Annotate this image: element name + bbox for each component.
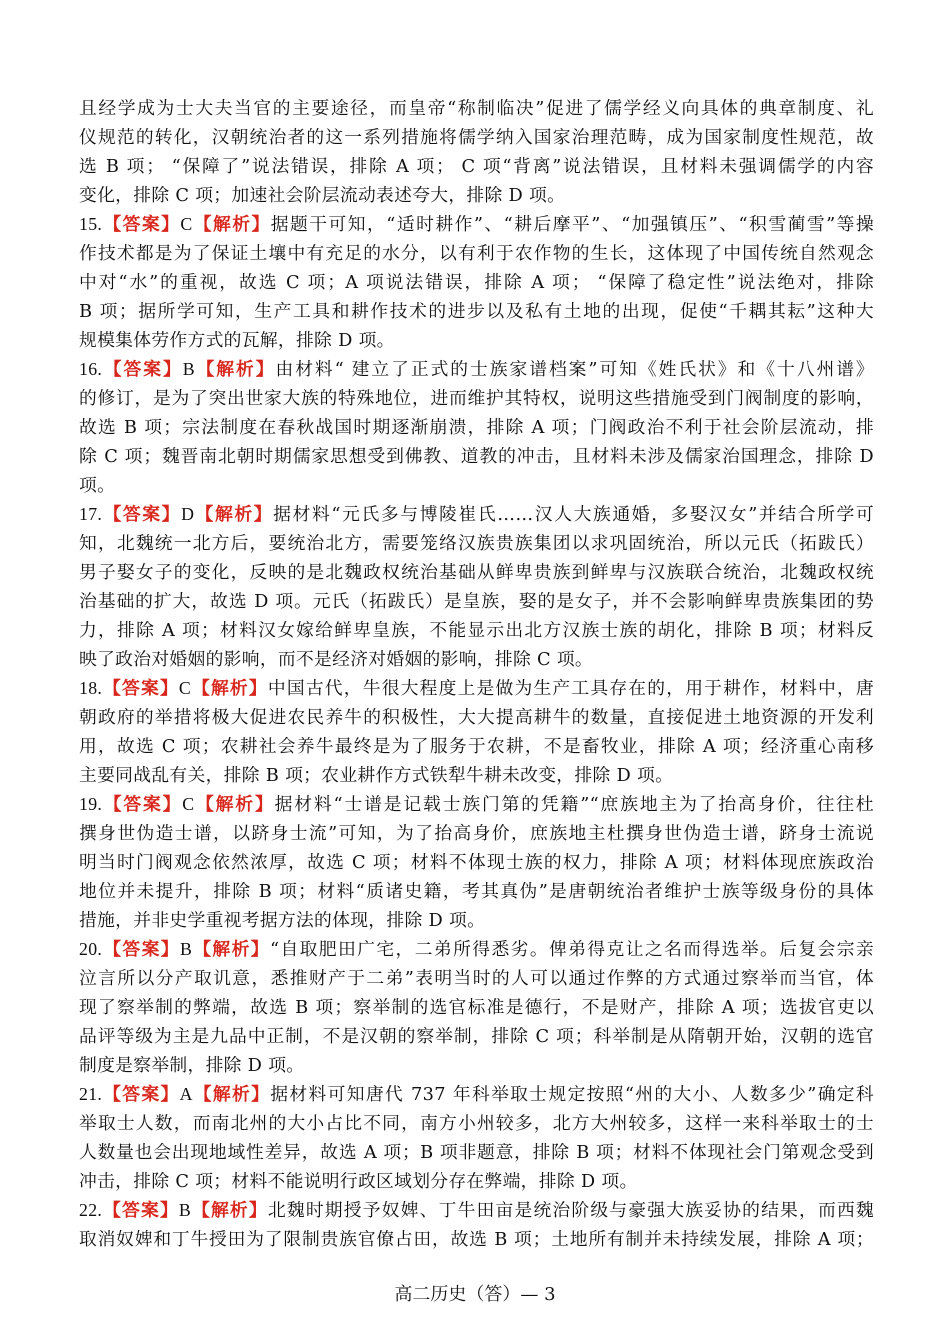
text-line: 除 C 项；魏晋南北朝时期儒家思想受到佛教、道教的冲击，且材料未涉及儒家治国理念，排除 D bbox=[79, 446, 874, 467]
analysis-label: 【解析】 bbox=[192, 939, 270, 960]
text-line: 主要同战乱有关，排除 B 项；农业耕作方式铁犁牛耕未改变，排除 D 项。 bbox=[79, 765, 674, 786]
question-number: 15. bbox=[79, 214, 103, 234]
question-number: 16. bbox=[79, 359, 103, 379]
intro-paragraph bbox=[79, 94, 874, 210]
answer-label: 【答案】 bbox=[102, 794, 183, 815]
answer-first-line bbox=[79, 935, 874, 964]
answer-item-21 bbox=[79, 1080, 874, 1196]
answer-option: B bbox=[179, 939, 193, 959]
page-footer: 高二历史（答）— 3 bbox=[394, 1284, 556, 1305]
answer-item-19 bbox=[79, 790, 874, 935]
analysis-label: 【解析】 bbox=[194, 794, 275, 815]
question-number: 18. bbox=[79, 678, 103, 698]
answer-option: D bbox=[181, 504, 195, 524]
text-line: 现了察举制的弊端，故选 B 项；察举制的选官标准是德行，不是财产，排除 A 项；选拔官吏以 bbox=[79, 997, 874, 1018]
text-line: 用，故选 C 项；农耕社会养牛最终是为了服务于农耕，不是畜牧业，排除 A 项；经济重心南移 bbox=[79, 736, 874, 757]
text-line: 明当时门阀观念依然浓厚，故选 C 项；材料不体现士族的权力，排除 A 项；材料体现庶族政治 bbox=[79, 852, 874, 873]
text-line: 人数量也会出现地域性差异，故选 A 项；B 项非题意，排除 B 项；材料不体现社会门第观念受到 bbox=[79, 1142, 874, 1163]
question-number: 19. bbox=[79, 794, 103, 814]
answer-first-line bbox=[79, 500, 874, 529]
answer-item-18 bbox=[79, 674, 874, 790]
analysis-text: 中国古代，牛很大程度上是做为生产工具存在的，用于耕作，材料中，唐 bbox=[267, 678, 875, 699]
text-line: 泣言所以分产取讥意，悉推财产于二弟”表明当时的人可以通过作弊的方式通过察举而当官，体 bbox=[79, 968, 874, 989]
answer-option: C bbox=[180, 214, 193, 234]
answer-label: 【答案】 bbox=[102, 214, 181, 235]
answer-label: 【答案】 bbox=[102, 939, 180, 960]
analysis-label: 【解析】 bbox=[191, 1200, 268, 1221]
text-line: 故选 B 项；宗法制度在春秋战国时期逐渐崩溃，排除 A 项；门阀政治不利于社会阶层流动，排 bbox=[79, 417, 874, 438]
text-line: 品评等级为主是九品中正制，不是汉朝的察举制，排除 C 项；科举制是从隋朝开始，汉朝的选官 bbox=[79, 1026, 874, 1047]
answer-first-line bbox=[79, 790, 874, 819]
text-line: 朝政府的举措将极大促进农民养牛的积极性，大大提高耕牛的数量，直接促进土地资源的开发利 bbox=[79, 707, 874, 728]
analysis-label: 【解析】 bbox=[194, 359, 276, 380]
text-line: 取消奴婢和丁牛授田为了限制贵族官僚占田，故选 B 项；土地所有制并未持续发展，排除 A 项； bbox=[79, 1229, 874, 1250]
answer-first-line bbox=[79, 355, 874, 384]
text-line: 仪规范的转化，汉朝统治者的这一系列措施将儒学纳入国家治理范畴，成为国家制度性规范，故 bbox=[79, 127, 874, 148]
answer-item-22 bbox=[79, 1196, 874, 1254]
answer-first-line bbox=[79, 210, 874, 239]
answer-label: 【答案】 bbox=[102, 504, 182, 525]
text-line: 的修订，是为了突出世家大族的特殊地位，进而维护其特权，说明这些措施受到门阀制度的影响， bbox=[79, 388, 874, 409]
text-line: 变化，排除 C 项；加速社会阶层流动表述夸大，排除 D 项。 bbox=[79, 185, 566, 206]
answer-option: B bbox=[182, 359, 195, 379]
text-line: 举取士人数，而南北州的大小占比不同，南方小州较多，北方大州较多，这样一来科举取士的士 bbox=[79, 1113, 874, 1134]
analysis-text: 北魏时期授予奴婢、丁牛田亩是统治阶级与豪强大族妥协的结果，而西魏 bbox=[267, 1200, 875, 1221]
analysis-label: 【解析】 bbox=[192, 214, 271, 235]
analysis-label: 【解析】 bbox=[192, 1084, 271, 1105]
analysis-text: 由材料“ 建立了正式的士族家谱档案”可知《姓氏状》和《十八州谱》 bbox=[275, 359, 875, 380]
question-number: 17. bbox=[79, 504, 103, 524]
answer-content bbox=[79, 94, 874, 1254]
text-line: 措施，并非史学重视考据方法的体现，排除 D 项。 bbox=[79, 910, 486, 931]
answer-first-line bbox=[79, 1196, 874, 1225]
question-number: 20. bbox=[79, 939, 103, 959]
text-line: 项。 bbox=[79, 475, 116, 496]
text-line: 中对“水”的重视，故选 C 项；A 项说法错误，排除 A 项； “保障了稳定性”说法绝对，排除 bbox=[79, 272, 874, 293]
text-line: B 项；据所学可知，生产工具和耕作技术的进步以及私有土地的出现，促使“千耦其耘”这种大 bbox=[79, 301, 874, 322]
answer-option: B bbox=[178, 1200, 192, 1220]
analysis-text: “自取肥田广宅，二弟所得悉劣。俾弟得克让之名而得选举。后复会宗亲 bbox=[269, 939, 874, 960]
answer-item-15 bbox=[79, 210, 874, 355]
answer-item-17 bbox=[79, 500, 874, 674]
question-number: 22. bbox=[79, 1200, 103, 1220]
analysis-text: 据材料可知唐代 737 年科举取士规定按照“州的大小、人数多少”确定科 bbox=[270, 1084, 874, 1105]
text-line: 冲击，排除 C 项；材料不能说明行政区域划分存在弊端，排除 D 项。 bbox=[79, 1171, 638, 1192]
text-line: 作技术都是为了保证土壤中有充足的水分，以有利于农作物的生长，这体现了中国传统自然观念 bbox=[79, 243, 874, 264]
analysis-text: 据材料“士谱是记载士族门第的凭籍”“庶族地主为了抬高身价，往往杜 bbox=[274, 794, 874, 815]
analysis-text: 据题干可知，“适时耕作”、“耕后摩平”、“加强镇压”、“积雪蔺雪”等操 bbox=[270, 214, 874, 235]
question-number: 21. bbox=[79, 1084, 103, 1104]
text-line: 男子娶女子的变化，反映的是北魏政权统治基础从鲜卑贵族到鲜卑与汉族联合统治，北魏政权统 bbox=[79, 562, 874, 583]
text-line: 映了政治对婚姻的影响，而不是经济对婚姻的影响，排除 C 项。 bbox=[79, 649, 594, 670]
answer-label: 【答案】 bbox=[102, 359, 183, 380]
answer-option: C bbox=[178, 678, 192, 698]
text-line: 撰身世伪造士谱，以跻身士流”可知，为了抬高身价，庶族地主杜撰身世伪造士谱，跻身士流说 bbox=[79, 823, 874, 844]
text-line: 地位并未提升，排除 B 项；材料“质诸史籍，考其真伪”是唐朝统治者维护士族等级身份的具体 bbox=[79, 881, 874, 902]
analysis-label: 【解析】 bbox=[191, 678, 268, 699]
text-line: 且经学成为士大夫当官的主要途径，而皇帝“称制临决”促进了儒学经义向具体的典章制度、礼 bbox=[79, 98, 874, 119]
text-line: 力，排除 A 项；材料汉女嫁给鲜卑皇族，不能显示出北方汉族士族的胡化，排除 B 项；材料反 bbox=[79, 620, 874, 641]
answer-first-line bbox=[79, 1080, 874, 1109]
answer-label: 【答案】 bbox=[102, 678, 179, 699]
answer-label: 【答案】 bbox=[102, 1200, 179, 1221]
answer-first-line bbox=[79, 674, 874, 703]
text-line: 制度是察举制，排除 D 项。 bbox=[79, 1055, 305, 1076]
answer-option: C bbox=[182, 794, 195, 814]
text-line: 规模集体劳作方式的瓦解，排除 D 项。 bbox=[79, 330, 395, 351]
analysis-text: 据材料“元氏多与博陵崔氏……汉人大族通婚，多娶汉女”并结合所学可 bbox=[273, 504, 875, 525]
text-line: 知，北魏统一北方后，要统治北方，需要笼络汉族贵族集团以求巩固统治，所以元氏（拓跋氏） bbox=[79, 533, 874, 554]
answer-item-16 bbox=[79, 355, 874, 500]
analysis-label: 【解析】 bbox=[194, 504, 274, 525]
answer-option: A bbox=[179, 1084, 193, 1104]
answer-item-20 bbox=[79, 935, 874, 1080]
text-line: 选 B 项； “保障了”说法错误，排除 A 项； C 项“背离”说法错误，且材料未强调儒学的内容 bbox=[79, 156, 874, 177]
text-line: 治基础的扩大，故选 D 项。元氏（拓跋氏）是皇族，娶的是女子，并不会影响鲜卑贵族集团的势 bbox=[79, 591, 874, 612]
answer-label: 【答案】 bbox=[102, 1084, 180, 1105]
